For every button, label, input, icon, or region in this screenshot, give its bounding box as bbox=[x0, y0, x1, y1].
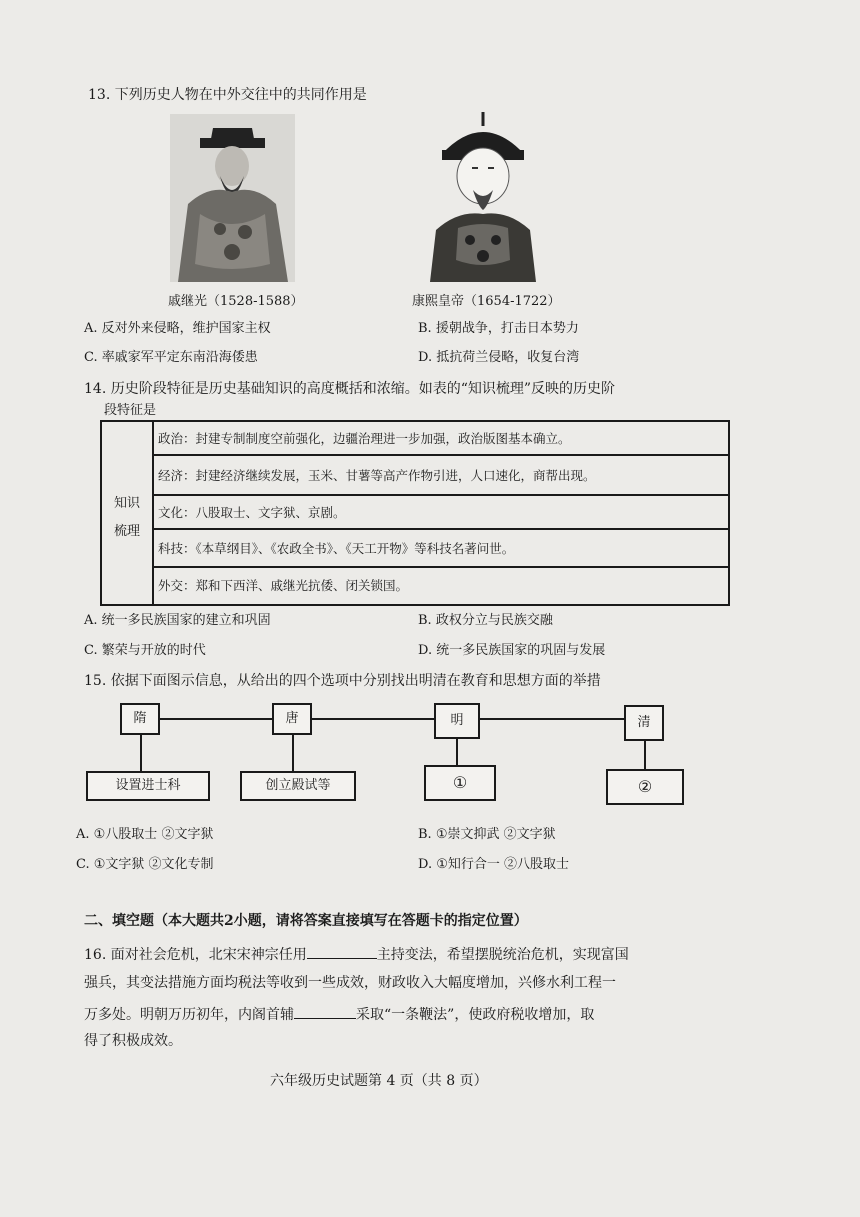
dynasty-qing: 清 bbox=[624, 705, 664, 741]
q14-stem-line2: 段特征是 bbox=[104, 403, 157, 418]
q14-stem-line1: 14. 历史阶段特征是历史基础知识的高度概括和浓缩。如表的“知识梳理”反映的历史阶 bbox=[84, 381, 616, 397]
q13-option-a: A. 反对外来侵略，维护国家主权 bbox=[84, 321, 271, 336]
q16-blank-2[interactable] bbox=[294, 1004, 356, 1019]
q16-line3-part-b: 采取“一条鞭法”，使政府税收增加，取 bbox=[356, 1007, 595, 1023]
qi-jiguang-portrait bbox=[170, 114, 295, 282]
q16-line1-part-a: 16. 面对社会危机，北宋宋神宗任用 bbox=[84, 947, 307, 963]
dynasty-ming: 明 bbox=[434, 703, 480, 739]
knowledge-table-header bbox=[102, 422, 154, 604]
q16-line3 bbox=[84, 1004, 594, 1024]
table-row-diplomacy: 外交：郑和下西洋、戚继光抗倭、闭关锁国。 bbox=[158, 578, 409, 593]
connector-tang bbox=[292, 735, 294, 771]
timeline-line bbox=[160, 718, 630, 720]
q16-line1 bbox=[84, 944, 629, 964]
kangxi-portrait bbox=[428, 110, 538, 282]
knowledge-table bbox=[100, 420, 730, 606]
q15-stem: 15. 依据下面图示信息，从给出的四个选项中分别找出明清在教育和思想方面的举措 bbox=[84, 673, 601, 689]
section2-heading: 二、填空题（本大题共2小题，请将答案直接填写在答题卡的指定位置） bbox=[84, 913, 528, 929]
table-row-technology: 科技：《本草纲目》、《农政全书》、《天工开物》等科技名著问世。 bbox=[154, 530, 728, 568]
q14-option-c: C. 繁荣与开放的时代 bbox=[84, 643, 206, 658]
q15-option-a: A. ①八股取士 ②文字狱 bbox=[76, 827, 214, 842]
table-header-1: 知识 bbox=[114, 496, 141, 511]
q13-stem: 13. 下列历史人物在中外交往中的共同作用是 bbox=[88, 87, 367, 103]
q15-option-b: B. ①崇文抑武 ②文字狱 bbox=[418, 827, 556, 842]
q16-line2: 强兵，其变法措施方面均税法等收到一些成效，财政收入大幅度增加，兴修水利工程一 bbox=[84, 975, 616, 991]
q13-caption-left: 戚继光（1528-1588） bbox=[168, 294, 304, 309]
dynasty-tang: 唐 bbox=[272, 703, 312, 735]
q16-line3-part-a: 万多处。明朝万历初年，内阁首辅 bbox=[84, 1007, 294, 1023]
q14-option-a: A. 统一多民族国家的建立和巩固 bbox=[84, 613, 271, 628]
q13-caption-right: 康熙皇帝（1654-1722） bbox=[412, 294, 561, 309]
q14-option-b: B. 政权分立与民族交融 bbox=[418, 613, 553, 628]
q15-option-c: C. ①文字狱 ②文化专制 bbox=[76, 857, 214, 872]
table-row-culture: 文化：八股取士、文字狱、京剧。 bbox=[154, 496, 728, 530]
q13-option-b: B. 援朝战争，打击日本势力 bbox=[418, 321, 579, 336]
q14-option-d: D. 统一多民族国家的巩固与发展 bbox=[418, 643, 606, 658]
measure-ming-blank: ① bbox=[424, 765, 496, 801]
q16-line1-part-b: 主持变法，希望摆脱统治危机，实现富国 bbox=[376, 947, 629, 963]
q15-option-d: D. ①知行合一 ②八股取士 bbox=[418, 857, 570, 872]
connector-sui bbox=[140, 735, 142, 771]
measure-sui: 设置进士科 bbox=[86, 771, 210, 801]
table-header-2: 梳理 bbox=[114, 524, 141, 539]
q13-option-c: C. 率戚家军平定东南沿海倭患 bbox=[84, 350, 258, 365]
dynasty-sui: 隋 bbox=[120, 703, 160, 735]
connector-ming bbox=[456, 739, 458, 765]
table-row-economy: 经济：封建经济继续发展，玉米、甘薯等高产作物引进，人口速化，商帮出现。 bbox=[154, 456, 728, 496]
measure-qing-blank: ② bbox=[606, 769, 684, 805]
table-row-politics: 政治：封建专制制度空前强化，边疆治理进一步加强，政治版图基本确立。 bbox=[154, 422, 728, 456]
page-footer: 六年级历史试题第 4 页（共 8 页） bbox=[270, 1073, 488, 1089]
q13-option-d: D. 抵抗荷兰侵略，收复台湾 bbox=[418, 350, 580, 365]
connector-qing bbox=[644, 741, 646, 769]
q16-blank-1[interactable] bbox=[307, 944, 377, 959]
q16-line4: 得了积极成效。 bbox=[84, 1033, 182, 1049]
measure-tang: 创立殿试等 bbox=[240, 771, 356, 801]
